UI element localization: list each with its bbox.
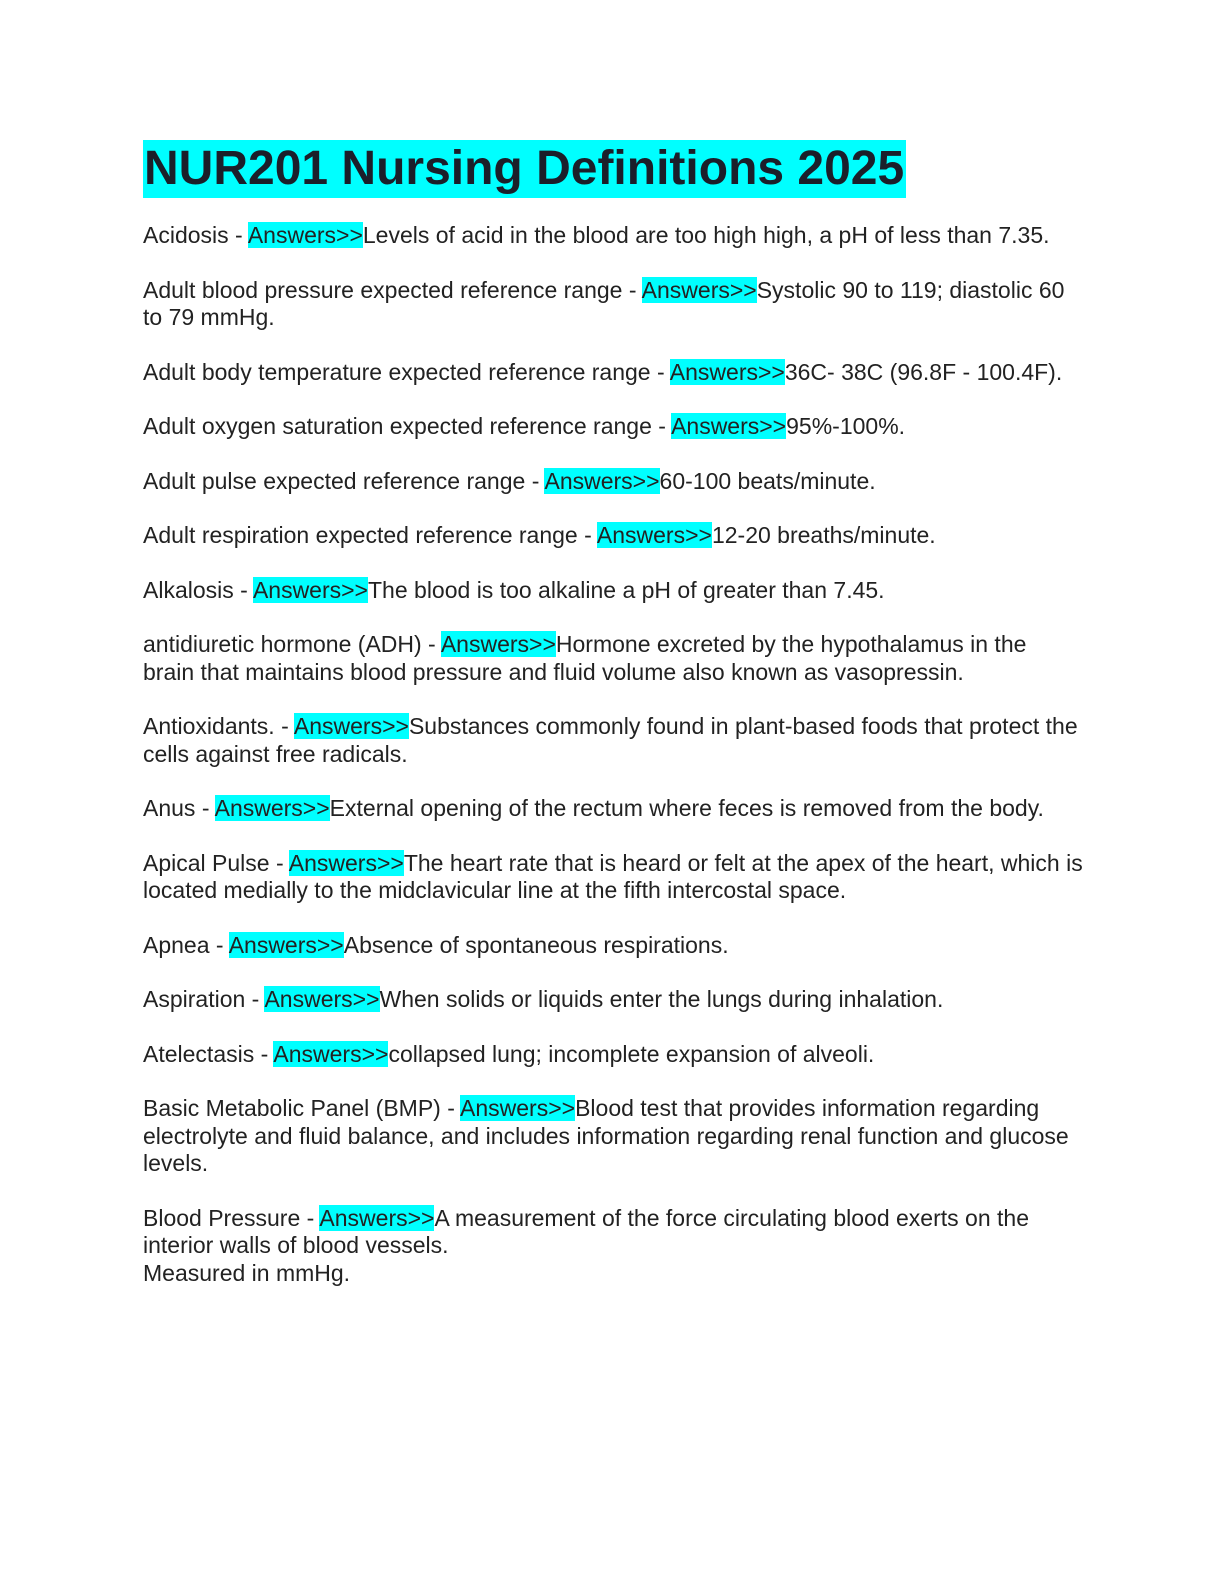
- definition-text: 95%-100%.: [786, 413, 906, 439]
- term-separator: -: [254, 1040, 274, 1067]
- answer-label: Answers>>: [252, 576, 368, 603]
- definition-term: Apical Pulse: [143, 849, 270, 876]
- answer-label: Answers>>: [460, 1095, 576, 1121]
- term-separator: -: [228, 222, 248, 248]
- definition-term: Acidosis: [143, 222, 229, 248]
- definition-text: 12-20 breaths/minute.: [711, 522, 936, 548]
- definition-entry: [143, 932, 1083, 960]
- definition-entry: [143, 1205, 1083, 1288]
- definition-term: antidiuretic hormone (ADH): [143, 631, 422, 657]
- definition-text: Blood test that provides information regarding electrolyte and fluid balance, and includes information regarding renal function and glucose levels.: [143, 1095, 1069, 1176]
- term-separator: -: [421, 631, 441, 657]
- term-separator: -: [440, 1095, 461, 1121]
- answer-label: Answers>>: [228, 931, 344, 958]
- answer-label: Answers>>: [440, 631, 556, 657]
- definition-text: 60-100 beats/minute.: [659, 467, 876, 494]
- definition-term: Adult respiration expected reference range: [143, 522, 578, 548]
- answer-label: Answers>>: [671, 413, 787, 439]
- definition-text: Absence of spontaneous respirations.: [343, 931, 729, 958]
- definition-entry: [143, 222, 1083, 250]
- answer-label: Answers>>: [273, 1040, 389, 1067]
- term-separator: -: [269, 849, 289, 876]
- definition-text: Levels of acid in the blood are too high high, a pH of less than 7.35.: [362, 222, 1050, 248]
- definition-term: Aspiration: [143, 986, 246, 1012]
- definition-term: Anus: [143, 795, 196, 821]
- definitions-list: [143, 222, 1083, 1287]
- definition-term: Apnea: [143, 931, 210, 958]
- answer-label: Answers>>: [669, 358, 785, 385]
- term-separator: -: [650, 358, 670, 385]
- definition-text: When solids or liquids enter the lungs during inhalation.: [379, 986, 944, 1012]
- answer-label: Answers>>: [247, 222, 363, 248]
- definition-entry: [143, 577, 1083, 605]
- definition-entry: [143, 631, 1083, 686]
- definition-term: Atelectasis: [143, 1040, 255, 1067]
- term-separator: -: [622, 276, 642, 303]
- term-separator: -: [209, 931, 229, 958]
- term-separator: -: [300, 1204, 320, 1231]
- definition-term: Adult blood pressure expected reference range: [143, 276, 623, 303]
- term-separator: -: [274, 713, 294, 739]
- definition-entry: [143, 1095, 1083, 1178]
- answer-label: Answers>>: [264, 986, 380, 1012]
- definition-text: Systolic 90 to 119; diastolic 60 to 79 mmHg.: [143, 276, 1065, 330]
- term-separator: -: [577, 522, 597, 548]
- definition-entry: [143, 522, 1083, 550]
- answer-label: Answers>>: [214, 795, 330, 821]
- document-page: [143, 140, 1083, 1314]
- definition-entry: [143, 413, 1083, 441]
- definition-text: Hormone excreted by the hypothalamus in the brain that maintains blood pressure and fluid volume also known as vasopressin.: [143, 631, 1027, 685]
- answer-label: Answers>>: [319, 1204, 435, 1231]
- definition-term: Basic Metabolic Panel (BMP): [143, 1095, 441, 1121]
- definition-term: Adult pulse expected reference range: [143, 467, 526, 494]
- term-separator: -: [245, 986, 265, 1012]
- answer-label: Answers>>: [596, 522, 712, 548]
- definition-term: Alkalosis: [143, 576, 234, 603]
- answer-label: Answers>>: [288, 849, 404, 876]
- definition-extra-line: Measured in mmHg.: [143, 1259, 351, 1286]
- definition-entry: [143, 850, 1083, 905]
- definition-term: Adult body temperature expected reference range: [143, 358, 651, 385]
- definition-term: Adult oxygen saturation expected reference range: [143, 413, 652, 439]
- answer-label: Answers>>: [293, 713, 409, 739]
- term-separator: -: [651, 413, 672, 439]
- term-separator: -: [233, 576, 253, 603]
- term-separator: -: [525, 467, 545, 494]
- definition-entry: [143, 795, 1083, 823]
- definition-entry: [143, 468, 1083, 496]
- definition-entry: [143, 1041, 1083, 1069]
- definition-term: Blood Pressure: [143, 1204, 301, 1231]
- definition-entry: [143, 986, 1083, 1014]
- definition-text: External opening of the rectum where feces is removed from the body.: [329, 795, 1044, 821]
- definition-text: 36C- 38C (96.8F - 100.4F).: [784, 358, 1063, 385]
- document-title: NUR201 Nursing Definitions 2025: [143, 140, 906, 198]
- definition-entry: [143, 713, 1083, 768]
- definition-term: Antioxidants.: [143, 713, 275, 739]
- answer-label: Answers>>: [641, 276, 757, 303]
- answer-label: Answers>>: [544, 467, 660, 494]
- term-separator: -: [195, 795, 215, 821]
- definition-text: The blood is too alkaline a pH of greater than 7.45.: [368, 576, 885, 603]
- definition-entry: [143, 277, 1083, 332]
- definition-text: The heart rate that is heard or felt at the apex of the heart, which is located medially to the midclavicular line at the fifth intercostal space.: [143, 849, 1083, 903]
- definition-text: A measurement of the force circulating blood exerts on the interior walls of blood vessels.: [143, 1204, 1029, 1258]
- definition-entry: [143, 359, 1083, 387]
- definition-text: Substances commonly found in plant-based foods that protect the cells against free radicals.: [143, 713, 1078, 767]
- definition-text: collapsed lung; incomplete expansion of alveoli.: [388, 1040, 875, 1067]
